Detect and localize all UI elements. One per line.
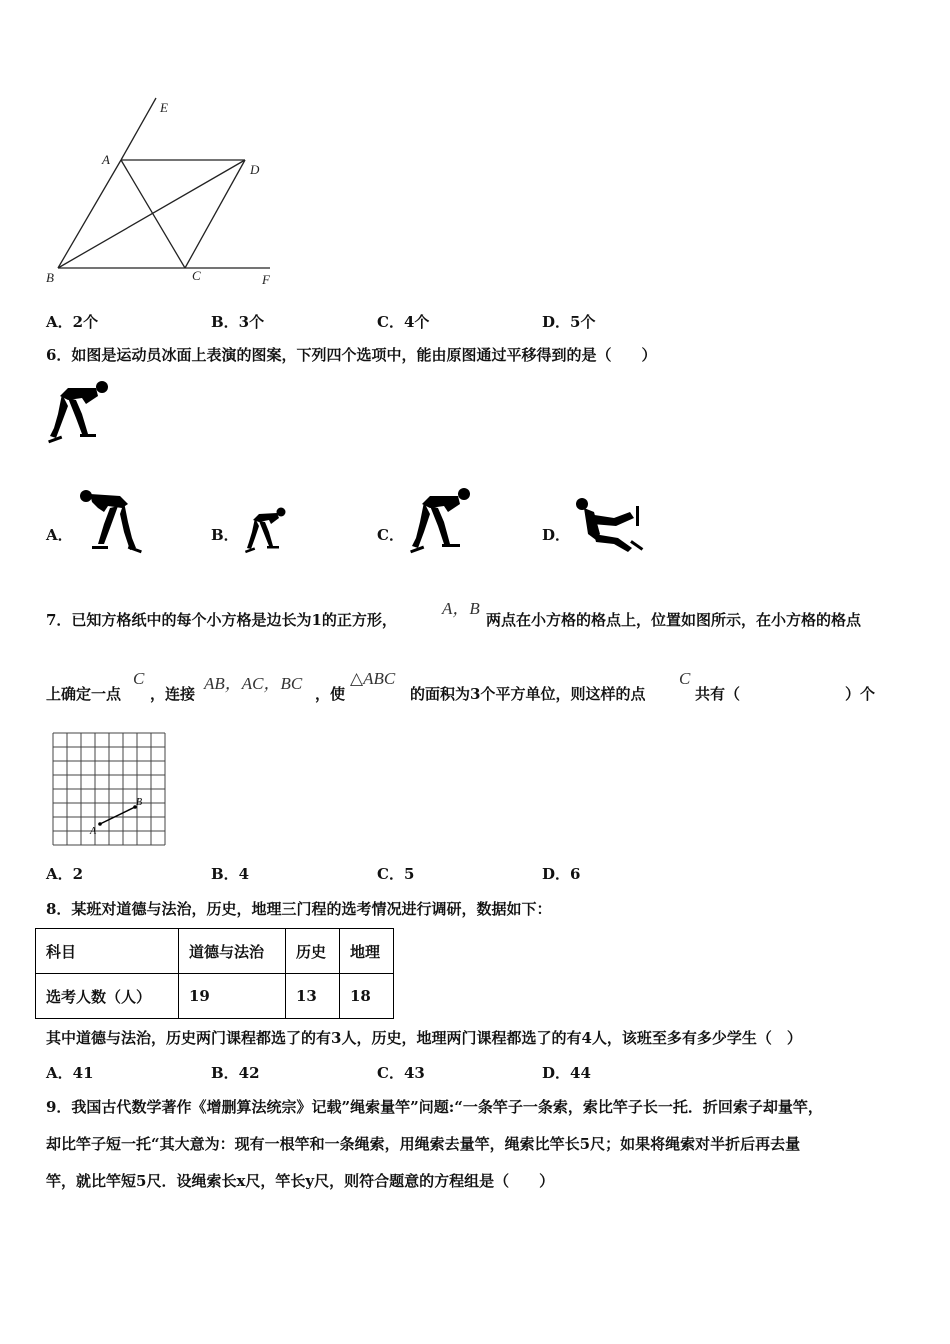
- q9-text-line1: 9．我国古代数学著作《增删算法统宗》记载”绳索量竿”问题:“一条竿子一条索，索比竿子长一托．折回索子却量竿，: [46, 1098, 823, 1116]
- q8-option-a[interactable]: A．41: [46, 1064, 94, 1082]
- q5-option-b[interactable]: B．3个: [211, 313, 265, 331]
- q8-question: 8．某班对道德与法治，历史，地理三门程的选考情况进行调研，数据如下：: [46, 900, 552, 918]
- skater-option-b-image[interactable]: [243, 506, 293, 556]
- q7-option-c[interactable]: C．5: [377, 865, 415, 883]
- table-header-cell: 道德与法治: [179, 929, 286, 974]
- table-header-cell: 地理: [340, 929, 394, 974]
- label-c: C: [192, 268, 201, 283]
- skater-option-c-image[interactable]: [406, 486, 476, 556]
- q6-option-a[interactable]: A．: [46, 526, 73, 544]
- table-header-cell: 历史: [286, 929, 340, 974]
- q6-option-c[interactable]: C．: [377, 526, 404, 544]
- q7-text-line1b: 两点在小方格的格点上，位置如图所示，在小方格的格点: [486, 611, 862, 629]
- table-row: [36, 974, 394, 1019]
- q7-text-line1a: 7．已知方格纸中的每个小方格是边长为1的正方形，: [46, 611, 397, 629]
- q7-math-c1: C: [133, 669, 145, 688]
- segment-ab: [100, 807, 135, 824]
- label-b: B: [46, 270, 54, 285]
- q7-option-d[interactable]: D．6: [542, 865, 581, 883]
- table-cell: 18: [340, 974, 394, 1019]
- q7-text-line2a: 上确定一点: [46, 685, 122, 703]
- q7-text-line2e: 共有（: [695, 685, 741, 703]
- q5-option-c[interactable]: C．4个: [377, 313, 430, 331]
- q8-option-c[interactable]: C．43: [377, 1064, 425, 1082]
- ray-ae: [121, 98, 156, 160]
- q8-option-b[interactable]: B．42: [211, 1064, 260, 1082]
- table-cell: 13: [286, 974, 340, 1019]
- grid-label-a: A: [90, 826, 97, 837]
- parallelogram-figure: [40, 92, 280, 292]
- q7-math-segments: AB，AC，BC: [204, 674, 303, 693]
- q9-text-line3: 竿，就比竿短5尺．设绳索长x尺，竿长y尺，则符合题意的方程组是（ ）: [46, 1172, 555, 1190]
- grid-label-b: B: [136, 797, 143, 808]
- q7-math-c2: C: [679, 669, 691, 688]
- grid-figure: [50, 730, 168, 848]
- q8-followup: 其中道德与法治，历史两门课程都选了的有3人，历史，地理两门课程都选了的有4人，该班至多有多少学生（ ）: [46, 1029, 802, 1047]
- skater-original-image: [46, 378, 116, 450]
- q5-option-d[interactable]: D．5个: [542, 313, 596, 331]
- label-e: E: [160, 100, 168, 115]
- label-f: F: [262, 272, 270, 287]
- q9-text-line2: 却比竿子短一托“其大意为：现有一根竿和一条绳索，用绳索去量竿，绳索比竿长5尺；如果将绳索对半折后再去量: [46, 1135, 801, 1153]
- q7-text-line2f: ）个: [845, 685, 876, 703]
- q7-math-triangle: △ABC: [350, 669, 396, 688]
- q7-text-line2c: ，使: [315, 685, 346, 703]
- q7-option-a[interactable]: A．2: [46, 865, 84, 883]
- q6-option-d[interactable]: D．: [542, 526, 571, 544]
- q7-text-line2d: 的面积为3个平方单位，则这样的点: [410, 685, 646, 703]
- table-cell: 19: [179, 974, 286, 1019]
- table-header-cell: 科目: [36, 929, 179, 974]
- table-cell: 选考人数（人）: [36, 974, 179, 1019]
- q7-text-line2b: ，连接: [150, 685, 196, 703]
- course-selection-table: [35, 928, 394, 1019]
- q5-option-a[interactable]: A．2个: [46, 313, 99, 331]
- label-d: D: [250, 162, 260, 177]
- table-header-row: [36, 929, 394, 974]
- diagonal-bd: [58, 160, 245, 268]
- point-a: [98, 822, 102, 826]
- segment-ab: [58, 160, 121, 268]
- q6-question: 6．如图是运动员冰面上表演的图案，下列四个选项中，能由原图通过平移得到的是（ ）: [46, 346, 657, 364]
- skater-option-d-image[interactable]: [574, 494, 646, 558]
- skater-option-a-image[interactable]: [76, 486, 146, 556]
- q7-math-ab: A，B: [442, 599, 480, 618]
- segment-dc: [185, 160, 245, 268]
- q7-option-b[interactable]: B．4: [211, 865, 250, 883]
- q8-option-d[interactable]: D．44: [542, 1064, 591, 1082]
- q6-option-b[interactable]: B．: [211, 526, 239, 544]
- diagonal-ac: [121, 160, 185, 268]
- label-a: A: [102, 152, 110, 167]
